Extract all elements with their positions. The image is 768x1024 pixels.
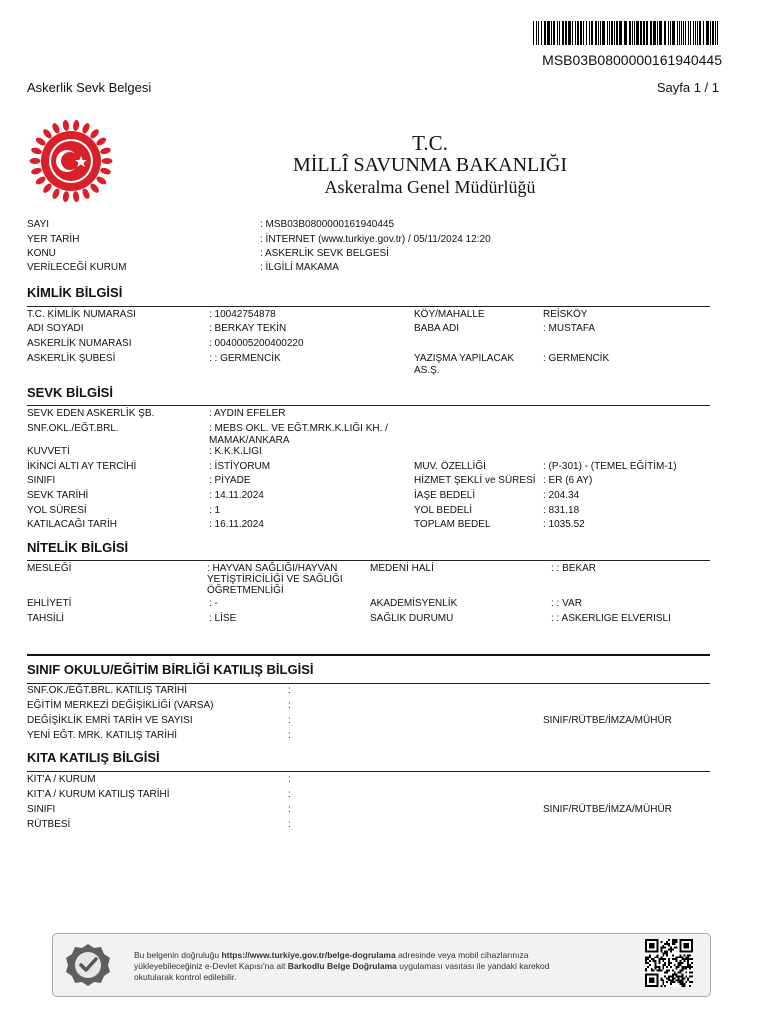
sevk-value: : MEBS OKL. VE EĞT.MRK.K.LIĞI KH. / MAMAK/ANKARA <box>209 423 388 446</box>
nitelik-label: MEDENİ HALİ <box>370 563 434 574</box>
meta-label-sayi: SAYI <box>27 219 50 230</box>
nitelik-label: TAHSİLİ <box>27 613 65 624</box>
nitelik-value: : : BEKAR <box>551 563 597 574</box>
ministry-emblem <box>25 115 117 207</box>
kimlik-label: ASKERLİK ŞUBESİ <box>27 353 116 364</box>
meta-value-sayi: : MSB03B0800000161940445 <box>260 219 395 230</box>
document-title: Askerlik Sevk Belgesi <box>27 80 152 95</box>
verification-text-part: adresinde veya mobil cihazlarınıza yükleyebileceğiniz e-Devlet Kapısı'na ait <box>134 950 529 971</box>
kimlik-value: : : GERMENCİK <box>209 353 281 364</box>
kimlik-value: : MUSTAFA <box>543 323 596 334</box>
nitelik-label: MESLEĞİ <box>27 563 72 574</box>
sevk-label: SEVK EDEN ASKERLİK ŞB. <box>27 408 155 419</box>
kimlik-value: : 10042754878 <box>209 309 276 320</box>
header-directorate: Askeralma Genel Müdürlüğü <box>324 177 536 197</box>
meta-value-yer-tarih: : İNTERNET (www.turkiye.gov.tr) / 05/11/2024 12:20 <box>260 234 491 245</box>
sevk-label: SINIFI <box>27 475 56 486</box>
meta-value-kurum: : İLGİLİ MAKAMA <box>260 262 339 273</box>
kita-label: KIT'A / KURUM KATILIŞ TARİHİ <box>27 789 170 800</box>
sevk-value: : AYDIN EFELER <box>209 408 286 419</box>
sevk-value: : 1035.52 <box>543 519 585 530</box>
kimlik-label: T.C. KİMLİK NUMARASI <box>27 309 136 320</box>
sinif-label: YENİ EĞT. MRK. KATILIŞ TARİHİ <box>27 730 178 741</box>
sevk-value: : ER (6 AY) <box>543 475 593 486</box>
section-rule <box>27 683 710 684</box>
barcode-number: MSB03B0800000161940445 <box>542 52 722 68</box>
verification-text-part: Bu belgenin doğruluğu <box>134 950 222 960</box>
sevk-value: : 1 <box>209 505 221 516</box>
sevk-label: YOL SÜRESİ <box>27 505 87 516</box>
sevk-label: TOPLAM BEDEL <box>414 519 491 530</box>
barcode <box>533 21 721 45</box>
section-title-kita: KITA KATILIŞ BİLGİSİ <box>27 750 160 765</box>
sevk-value: : PİYADE <box>209 475 251 486</box>
kimlik-label: KÖY/MAHALLE <box>414 309 485 320</box>
qr-code <box>645 939 693 987</box>
section-rule <box>27 560 710 561</box>
sevk-label: YOL BEDELİ <box>414 505 472 516</box>
sevk-value: : 831.18 <box>543 505 580 516</box>
verification-app-name: Barkodlu Belge Doğrulama <box>287 961 397 971</box>
section-rule <box>27 654 710 656</box>
sinif-label: DEĞİŞİKLİK EMRİ TARİH VE SAYISI <box>27 715 193 726</box>
kita-value: : <box>288 774 291 785</box>
kita-label: KIT'A / KURUM <box>27 774 96 785</box>
verification-text-part: uygulaması vasıtası ile yandaki karekod okutularak kontrol edilebilir. <box>134 961 550 982</box>
section-title-sinif-okulu: SINIF OKULU/EĞİTİM BİRLİĞİ KATILIŞ BİLGİSİ <box>27 662 314 677</box>
kimlik-label: BABA ADI <box>414 323 460 334</box>
nitelik-value: : - <box>209 598 218 609</box>
meta-label-konu: KONU <box>27 248 56 259</box>
kita-label: SINIFI <box>27 804 56 815</box>
verification-text <box>134 950 554 983</box>
header-tc: T.C. <box>412 131 448 155</box>
nitelik-value: : LİSE <box>209 613 237 624</box>
sevk-label: MUV. ÖZELLİĞİ <box>414 461 486 472</box>
nitelik-label: SAĞLIK DURUMU <box>370 613 454 624</box>
verification-footer <box>52 933 711 997</box>
sevk-label: KATILACAĞI TARİH <box>27 519 118 530</box>
sevk-value: : İSTİYORUM <box>209 461 271 472</box>
sevk-label: SNF.OKL./EĞT.BRL. <box>27 423 119 434</box>
section-title-sevk: SEVK BİLGİSİ <box>27 385 113 400</box>
kimlik-value: : BERKAY TEKİN <box>209 323 287 334</box>
kimlik-value: : 0040005200400220 <box>209 338 304 349</box>
kita-value: : <box>288 789 291 800</box>
kimlik-value: : GERMENCİK <box>543 353 610 364</box>
kita-value: : <box>288 819 291 830</box>
sinif-value: : <box>288 715 291 726</box>
sevk-label: HİZMET ŞEKLİ ve SÜRESİ <box>414 475 536 486</box>
meta-value-konu: : ASKERLİK SEVK BELGESİ <box>260 248 389 259</box>
sevk-value: : 16.11.2024 <box>209 519 264 530</box>
nitelik-value: : : ASKERLIGE ELVERISLI <box>551 613 671 624</box>
sevk-label: SEVK TARİHİ <box>27 490 89 501</box>
nitelik-value: : : VAR <box>551 598 582 609</box>
nitelik-label: EHLİYETİ <box>27 598 72 609</box>
signature-label: SINIF/RÜTBE/İMZA/MÜHÜR <box>543 804 672 815</box>
verification-link[interactable]: https://www.turkiye.gov.tr/belge-dogrulama <box>221 950 396 960</box>
nitelik-label: AKADEMİSYENLİK <box>370 598 458 609</box>
sinif-value: : <box>288 730 291 741</box>
meta-label-yer-tarih: YER TARİH <box>27 234 80 245</box>
section-rule <box>27 306 710 307</box>
kimlik-label: ADI SOYADI <box>27 323 84 334</box>
sevk-label: KUVVETİ <box>27 446 70 457</box>
sinif-label: EĞİTİM MERKEZİ DEĞİŞİKLİĞİ (VARSA) <box>27 700 214 711</box>
section-rule <box>27 771 710 772</box>
sevk-label: İAŞE BEDELİ <box>414 490 476 501</box>
sinif-value: : <box>288 685 291 696</box>
nitelik-value: : HAYVAN SAĞLIĞI/HAYVAN YETİŞTİRİCİLİĞİ VE SAĞLIĞI ÖĞRETMENLİĞİ <box>207 563 343 596</box>
kita-value: : <box>288 804 291 815</box>
section-title-kimlik: KİMLİK BİLGİSİ <box>27 285 123 300</box>
sevk-value: : 204.34 <box>543 490 580 501</box>
sevk-value: : (P-301) - (TEMEL EĞİTİM-1) <box>543 461 677 472</box>
signature-label: SINIF/RÜTBE/İMZA/MÜHÜR <box>543 715 672 726</box>
kimlik-label: YAZIŞMA YAPILACAK AS.Ş. <box>414 353 515 376</box>
sevk-value: : K.K.K.LIGI <box>209 446 262 457</box>
kimlik-label: ASKERLİK NUMARASI <box>27 338 132 349</box>
kimlik-value: REİSKÖY <box>543 309 588 320</box>
header-ministry: MİLLÎ SAVUNMA BAKANLIĞI <box>292 154 568 176</box>
sinif-value: : <box>288 700 291 711</box>
meta-label-kurum: VERİLECEĞİ KURUM <box>27 262 127 273</box>
verified-badge-icon <box>63 942 113 988</box>
sinif-label: SNF.OK./EĞT.BRL. KATILIŞ TARİHİ <box>27 685 188 696</box>
section-rule <box>27 405 710 406</box>
page-indicator: Sayfa 1 / 1 <box>656 80 719 95</box>
sevk-value: : 14.11.2024 <box>209 490 264 501</box>
section-title-nitelik: NİTELİK BİLGİSİ <box>27 540 129 555</box>
kita-label: RÜTBESİ <box>27 819 71 830</box>
sevk-label: İKİNCİ ALTI AY TERCİHİ <box>27 461 137 472</box>
